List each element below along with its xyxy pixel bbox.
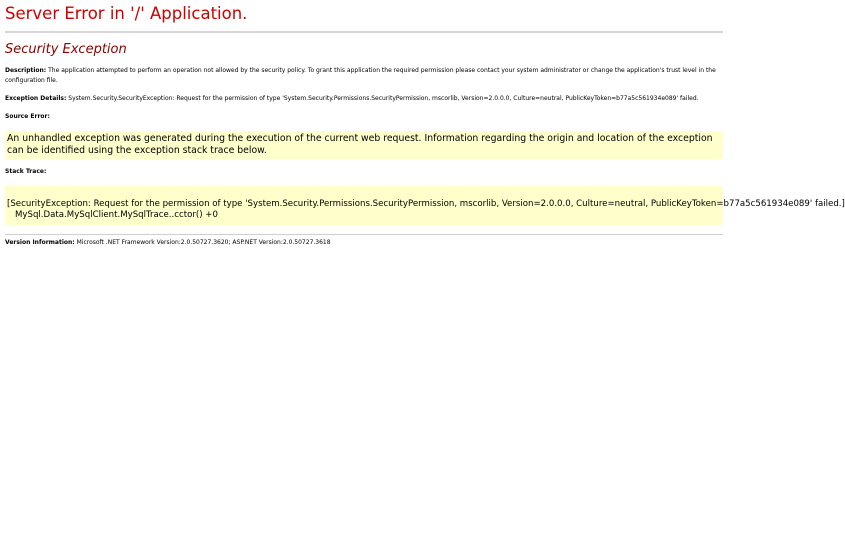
stack-trace-section [5, 167, 46, 177]
description-label: Description: [5, 67, 47, 74]
source-error-panel [5, 131, 723, 159]
footer-divider [5, 234, 723, 235]
stack-trace-line: [SecurityException: Request for the permission of type 'System.Security.Permissions.SecurityPermission, mscorlib, Version=2.0.0.0, Culture=neutral, PublicKeyToken=b77a5c561934e089' failed.] [7, 199, 845, 209]
version-information-text: Microsoft .NET Framework Version:2.0.50727.3620; ASP.NET Version:2.0.50727.3618 [76, 239, 331, 246]
page-title: Server Error in '/' Application. [5, 4, 248, 23]
version-information [5, 238, 331, 248]
exception-details-label: Exception Details: [5, 95, 67, 102]
stack-trace-panel [5, 186, 845, 225]
version-information-label: Version Information: [5, 239, 75, 246]
description-text: The application attempted to perform an operation not allowed by the security policy. To grant this application the required permission please contact your system administrator or change the application's trust level in the configuration file. [5, 67, 716, 84]
stack-trace-label: Stack Trace: [5, 168, 47, 175]
description-section [5, 66, 717, 86]
exception-type-title: Security Exception [5, 42, 127, 57]
source-error-section [5, 112, 50, 122]
stack-trace-line: MySql.Data.MySqlClient.MySqlTrace..cctor() +0 [15, 210, 218, 220]
title-divider [5, 31, 723, 33]
source-error-text: An unhandled exception was generated during the execution of the current web request. Information regarding the origin and location of the exception can be identified using the exception stack trace below. [7, 133, 713, 156]
exception-details-text: System.Security.SecurityException: Request for the permission of type 'System.Security.Permissions.SecurityPermission, mscorlib, Version=2.0.0.0, Culture=neutral, PublicKeyToken=b77a5c561934e089' failed. [68, 95, 699, 102]
source-error-label: Source Error: [5, 113, 50, 120]
exception-details-section [5, 94, 721, 104]
